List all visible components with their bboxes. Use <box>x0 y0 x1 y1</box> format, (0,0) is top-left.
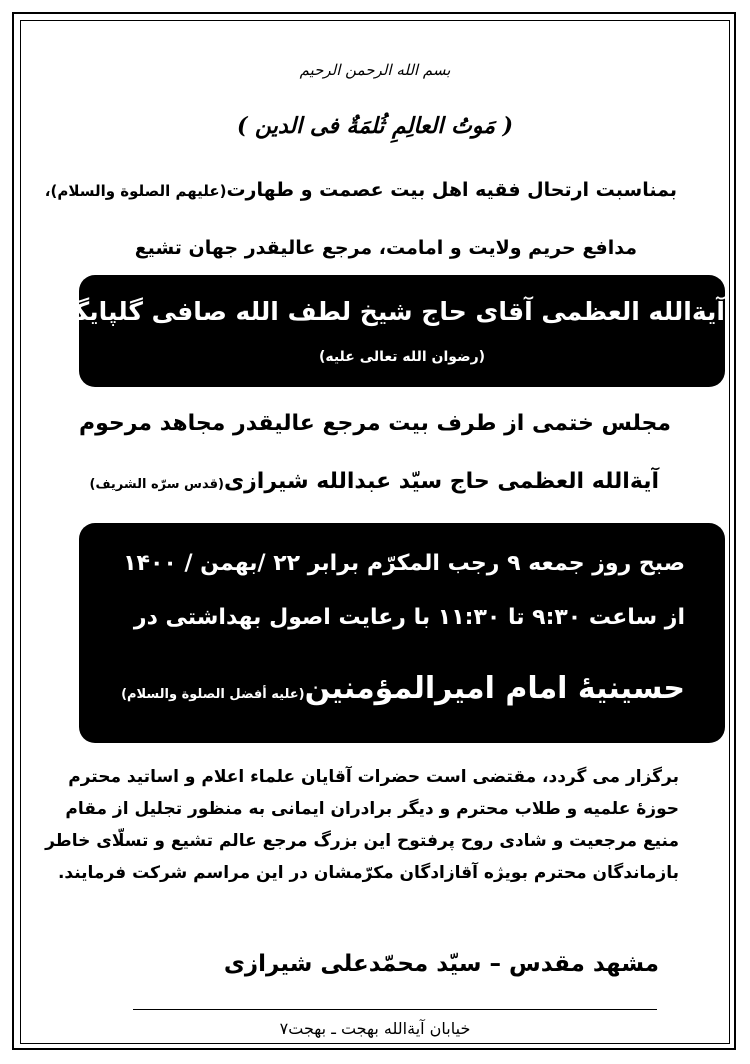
event-time: از ساعت ۹:۳۰ تا ۱۱:۳۰ با رعایت اصول بهداشتی در <box>133 605 685 630</box>
intro-line-1-honorific: (علیهم الصلوة والسلام)، <box>44 182 227 200</box>
event-details-box <box>79 523 725 743</box>
venue-name: حسینیۀ امام امیرالمؤمنین <box>304 671 685 706</box>
announcement-card <box>20 20 730 1044</box>
host-name: آیةالله العظمی حاج سیّد عبدالله شیرازی <box>223 469 659 494</box>
basmala: بسم الله الرحمن الرحیم <box>299 61 451 79</box>
deceased-name-box <box>30 275 725 387</box>
invitation-paragraph: برگزار می گردد، مقتضی است حضرات آقایان علماء اعلام و اساتید محترم حوزۀ علمیه و طلاب محترم و دیگر برادران ایمانی به منظور تجلیل از مقام منیع مرجعیت و شادی روح پرفتوح این بزرگ مرجع عالم تشیع و تسلّای خاطر بازماندگان محترم بویژه آقازادگان مکرّمشان در این مراسم شرکت فرمایند. <box>45 767 679 883</box>
hadith-quote: ( مَوتُ العالِمِ ثُلمَةٌ فی الدین ) <box>236 113 514 139</box>
footer-divider <box>133 1009 657 1010</box>
intro-line-1-main: بمناسبت ارتحال فقیه اهل بیت عصمت و طهارت <box>226 179 677 201</box>
deceased-blessing: (رضوان الله تعالی علیه) <box>318 349 486 365</box>
signature: مشهد مقدس – سیّد محمّدعلی شیرازی <box>223 951 659 977</box>
event-venue <box>121 671 685 706</box>
footer-address: خیابان آیةالله بهجت ـ بهجت۷ <box>279 1019 471 1038</box>
deceased-name: آیةالله العظمی آقای حاج شیخ لطف الله صافی گلپایگانی <box>30 297 725 326</box>
intro-line-1 <box>45 179 677 201</box>
event-date: صبح روز جمعه ۹ رجب المکرّم برابر ۲۲ /بهمن / ۱۴۰۰ <box>123 551 685 576</box>
intro-line-2: مدافع حریم ولایت و امامت، مرجع عالیقدر جهان تشیع <box>134 237 637 259</box>
host-line-1: مجلس ختمی از طرف بیت مرجع عالیقدر مجاهد مرحوم <box>78 411 672 436</box>
host-honorific: (قدس سرّه الشریف) <box>89 477 224 492</box>
host-line-2 <box>90 469 660 494</box>
venue-honorific: (علیه أفضل الصلوة والسلام) <box>121 687 305 702</box>
